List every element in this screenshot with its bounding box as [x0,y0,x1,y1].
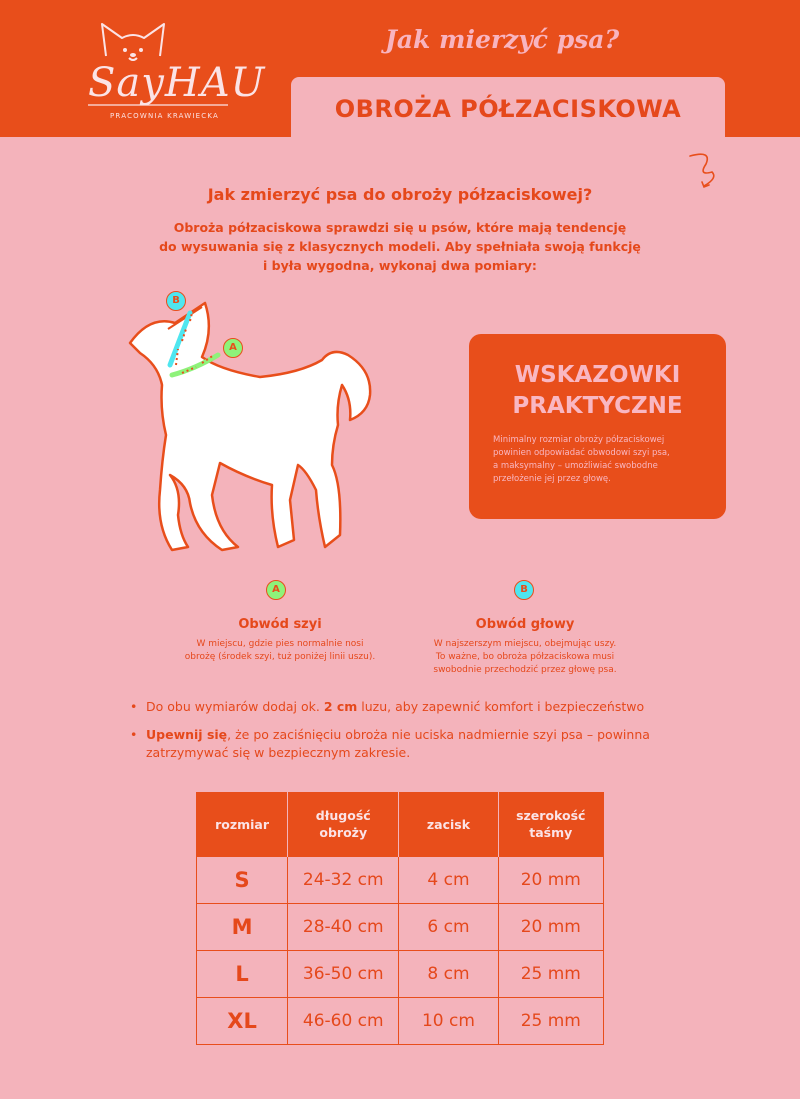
dog-illustration [110,285,400,560]
intro-text [130,218,670,275]
note-text: luzu, aby zapewnić komfort i bezpieczeństwo [357,699,645,714]
note-text: , że po zaciśnięciu obroża nie uciska nadmiernie szyi psa – powinna zatrzymywać się w bezpiecznym zakresie. [146,727,650,760]
measure-neck-title: Obwód szyi [238,617,322,632]
tips-box [469,334,726,519]
measure-head [395,617,655,677]
scissors-line-icon [88,102,228,108]
section-title: Jak zmierzyć psa do obroży półzaciskowej? [207,185,593,204]
cell-width: 25 mm [498,998,603,1045]
table-row [197,904,604,951]
tips-title-line: PRAKTYCZNE [512,393,683,419]
cell-length: 28-40 cm [288,904,399,951]
notes-list [130,698,690,772]
tips-title [469,360,726,422]
tips-line: powinien odpowiadać obwodowi szyi psa, [493,448,670,458]
tips-line: Minimalny rozmiar obroży półzaciskowej [493,435,665,445]
table-header-row [197,792,604,857]
intro-line: Obroża półzaciskowa sprawdzi się u psów, które mają tendencję [173,220,627,235]
measure-a-badge: A [266,580,286,600]
measure-desc-line: W najszerszym miejscu, obejmując uszy. [433,639,617,649]
bullet-dot: • [130,727,138,742]
cell-clamp: 10 cm [399,998,498,1045]
cell-size: XL [197,998,288,1045]
cell-size: L [197,951,288,998]
logo-subtitle: PRACOWNIA KRAWIECKA [110,112,220,120]
measure-head-desc [395,638,655,677]
header-line: długość [315,808,371,823]
measure-desc-line: To ważne, bo obroża półzaciskowa musi [435,652,615,662]
page-heading: Jak mierzyć psa? [385,25,620,54]
tips-line: a maksymalny – umożliwiać swobodne [493,461,658,471]
tips-title-line: WSKAZOWKI [514,362,681,388]
brand-logo[interactable] [80,20,266,130]
table-row [197,857,604,904]
cell-clamp: 6 cm [399,904,498,951]
logo-wordmark: SayHAU [88,60,266,106]
header-length [288,792,399,857]
header-size: rozmiar [197,792,288,857]
header-line: szerokość [516,808,586,823]
note-bold: 2 cm [323,699,358,714]
cell-size: M [197,904,288,951]
bullet-dot: • [130,699,138,714]
table-row [197,951,604,998]
cell-length: 46-60 cm [288,998,399,1045]
dog-silhouette [130,303,370,550]
cell-width: 20 mm [498,857,603,904]
measure-desc-line: W miejscu, gdzie pies normalnie nosi [196,639,364,649]
marker-a-badge: A [223,338,243,358]
note-item [130,698,690,716]
cell-length: 36-50 cm [288,951,399,998]
note-item [130,726,690,762]
cell-length: 24-32 cm [288,857,399,904]
cell-clamp: 8 cm [399,951,498,998]
intro-line: i była wygodna, wykonaj dwa pomiary: [263,258,537,273]
measure-desc-line: obrożę (środek szyi, tuż poniżej linii uszu). [184,652,376,662]
tips-line: przełożenie jej przez głowę. [493,474,611,484]
measure-neck-desc [150,638,410,664]
size-table [196,792,604,1045]
header-clamp: zacisk [399,792,498,857]
cell-width: 25 mm [498,951,603,998]
tab-title: OBROŻA PÓŁZACISKOWA [334,95,682,123]
note-bold: Upewnij się [146,727,228,742]
header-line: obroży [319,825,368,840]
marker-b-badge: B [166,291,186,311]
intro-line: do wysuwania się z klasycznych modeli. Aby spełniała swoją funkcję [159,239,641,254]
category-tab [291,77,725,143]
measure-head-title: Obwód głowy [475,617,575,632]
cell-size: S [197,857,288,904]
header-line: taśmy [529,825,573,840]
cell-width: 20 mm [498,904,603,951]
note-text: Do obu wymiarów dodaj ok. [146,699,324,714]
measure-b-badge: B [514,580,534,600]
measure-neck [150,617,410,664]
measure-desc-line: swobodnie przechodzić przez głowę psa. [433,665,617,675]
header-width [498,792,603,857]
tips-text [493,434,703,486]
cell-clamp: 4 cm [399,857,498,904]
table-row [197,998,604,1045]
